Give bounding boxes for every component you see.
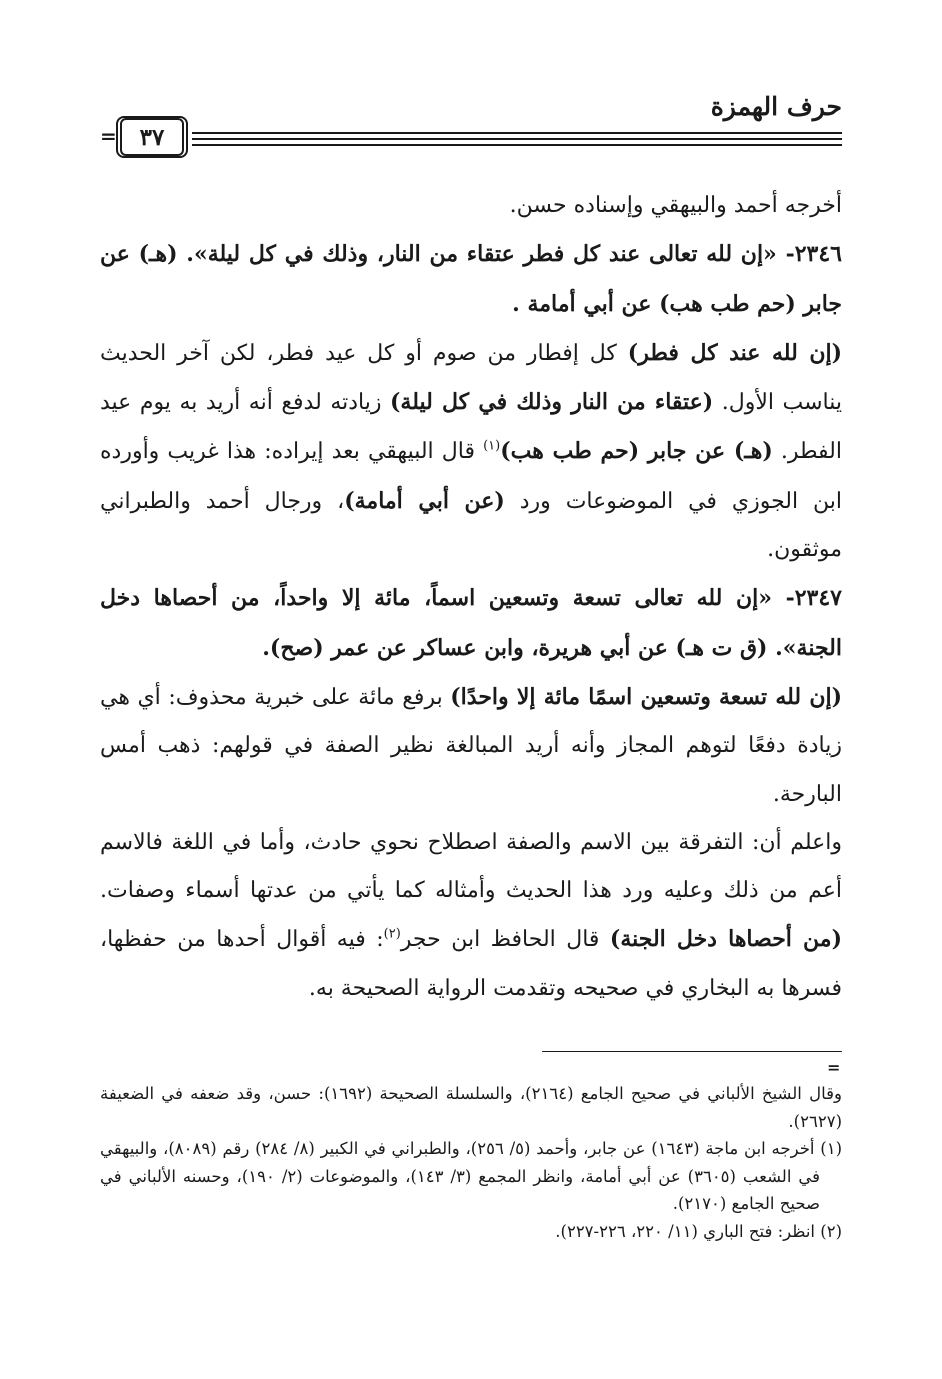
text-run: كل إفطار من صوم أو كل عيد فطر، لكن آخر الحديث يناسب الأول. (100, 340, 843, 416)
quoted-phrase: (هـ) عن جابر (حم طب هب) (500, 438, 773, 465)
text-run: ، ورجال أحمد والطبراني موثقون. (100, 488, 842, 563)
header-rule-line (192, 144, 842, 146)
hadith-paragraph (100, 230, 842, 329)
main-text (100, 182, 842, 1013)
text-run: أخرجه أحمد والبيهقي وإسناده حسن. (509, 193, 842, 218)
footnote-ref[interactable]: (١) (483, 439, 501, 455)
page-number-box (120, 118, 184, 156)
footnote-ref[interactable]: (٢) (383, 927, 401, 943)
hadith-paragraph (100, 574, 842, 673)
header-equals-mark: = (100, 124, 117, 148)
footnote-continuation-mark: = (827, 1058, 841, 1077)
quoted-phrase: (عتقاء من النار وذلك في كل ليلة) (390, 389, 714, 416)
text-run: واعلم أن: التفرقة بين الاسم والصفة اصطلاح نحوي حادث، وأما في اللغة فالاسم أعم من ذلك وعليه ورد هذا الحديث وأمثاله كما يأتي من عدتها أسماء وصفات. (100, 829, 843, 904)
header-rule-line (192, 138, 842, 140)
commentary-paragraph (100, 673, 842, 819)
commentary-paragraph (100, 329, 842, 574)
page-number: ٣٧ (139, 123, 165, 151)
hadith-text: «إن لله تعالى عند كل فطر عتقاء من النار، وذلك في كل ليلة». (هـ) عن جابر (حم طب هب) عن أبي أمامة . (100, 241, 842, 317)
quoted-phrase: (إن لله تسعة وتسعين اسمًا مائة إلا واحدًا) (450, 683, 842, 710)
footnote-1: (١) أخرجه ابن ماجة (١٦٤٣) عن جابر، وأحمد (٥/ ٢٥٦)، والطبراني في الكبير (٨/ ٢٨٤) رقم (٨٠٨٩)، والبيهقي في الشعب (٣٦٠٥) عن أبي أمامة، وانظر المجمع (٣/ ١٤٣)، والموضوعات (٢/ ١٩٠)، وحسنه الألباني في صحيح الجامع (٢١٧٠). (100, 1139, 843, 1213)
text-run: زيادته لدفع أنه أريد به يوم عيد الفطر. (100, 390, 842, 465)
header-rule-line (192, 132, 842, 134)
hadith-text: «إن لله تعالى تسعة وتسعين اسماً، مائة إلا واحداً، من أحصاها دخل الجنة». (ق ت هـ) عن أبي هريرة، وابن عساكر عن عمر (صح). (100, 585, 842, 661)
footnote-continuation: وقال الشيخ الألباني في صحيح الجامع (٢١٦٤)، والسلسلة الصحيحة (١٦٩٢): حسن، وقد ضعفه في الضعيفة (٢٦٢٧). (100, 1084, 842, 1131)
text-run: قال الحافظ ابن حجر (400, 927, 610, 953)
header-rule (100, 118, 842, 158)
quoted-phrase: (من أحصاها دخل الجنة) (609, 926, 842, 953)
running-header-title: حرف الهمزة (710, 92, 842, 121)
text-run: برفع مائة على خبرية محذوف: أي هي زيادة دفعًا لتوهم المجاز وأنه أريد المبالغة نظير الصفة في قولهم: ذهب أمس البارحة. (100, 684, 842, 807)
hadith-number: ٢٣٤٦- (776, 241, 842, 268)
footnotes (100, 1080, 842, 1245)
footnote-2: (٢) انظر: فتح الباري (١١/ ٢٢٠، ٢٢٦-٢٢٧). (555, 1221, 842, 1241)
text-run: قال البيهقي بعد إيراده: هذا غريب وأورده ابن الجوزي في الموضوعات ورد (100, 439, 842, 514)
hadith-number: ٢٣٤٧- (772, 585, 842, 612)
quoted-phrase: (عن أبي أمامة) (344, 487, 505, 514)
paragraph (100, 182, 842, 230)
text-run: : فيه أقوال أحدها من حفظها، فسرها به البخاري في صحيحه وتقدمت الرواية الصحيحة به. (100, 927, 842, 1001)
footnote-separator (542, 1051, 842, 1052)
commentary-paragraph (100, 819, 842, 1013)
quoted-phrase: (إن لله عند كل فطر) (627, 339, 842, 366)
